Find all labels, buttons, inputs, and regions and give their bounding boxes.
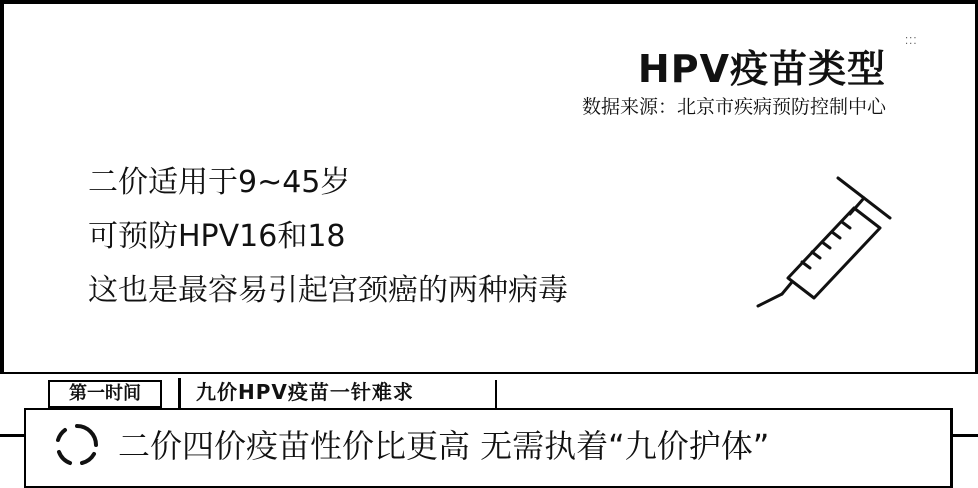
page-title: HPV疫苗类型 — [637, 47, 886, 91]
caption-text: 二价四价疫苗性价比更高 无需执着“九价护体” — [118, 427, 770, 465]
data-source: 数据来源：北京市疾病预防控制中心 — [581, 96, 886, 118]
body-text — [88, 156, 568, 318]
caption-left-tick — [0, 434, 24, 437]
caption-right-tick — [950, 434, 978, 437]
ticker-top-line — [0, 372, 978, 374]
syringe-icon — [752, 170, 902, 310]
left-border — [0, 0, 4, 372]
tag-divider — [178, 378, 181, 408]
body-line: 这也是最容易引起宫颈癌的两种病毒 — [88, 273, 568, 308]
body-line: 二价适用于9~45岁 — [88, 165, 351, 200]
headline-tag: 九价HPV疫苗一针难求 — [196, 380, 414, 404]
headline-end-bar — [495, 380, 497, 410]
loading-icon — [52, 420, 102, 470]
program-tag: 第一时间 — [48, 380, 162, 408]
body-line: 可预防HPV16和18 — [88, 219, 346, 254]
top-border — [0, 0, 978, 4]
corner-mark: ⁚⁚⁚ — [905, 36, 918, 47]
